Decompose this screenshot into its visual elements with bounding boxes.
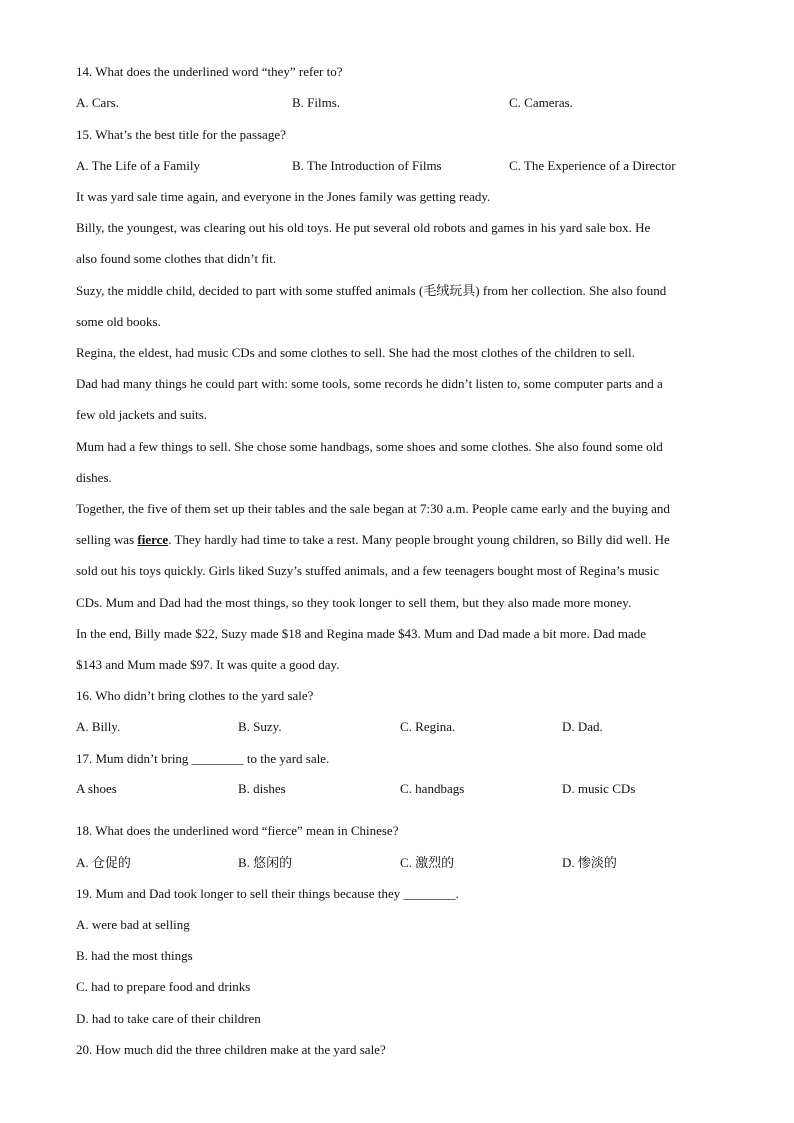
q17-option-c[interactable]: C. handbags (400, 781, 465, 796)
underlined-word-fierce: fierce (137, 532, 169, 547)
q14-option-a[interactable]: A. Cars. (76, 95, 119, 110)
q15-option-b[interactable]: B. The Introduction of Films (292, 158, 442, 173)
passage-line: also found some clothes that didn’t fit. (76, 251, 277, 266)
q19-option-d[interactable]: D. had to take care of their children (76, 1011, 261, 1026)
passage-line: Dad had many things he could part with: some tools, some records he didn’t listen to, some computer parts and a (76, 376, 663, 391)
q19-option-a[interactable]: A. were bad at selling (76, 917, 190, 932)
question-18: 18. What does the underlined word “fierce” mean in Chinese? (76, 823, 399, 838)
question-15: 15. What’s the best title for the passage? (76, 127, 286, 142)
passage-line: dishes. (76, 470, 112, 485)
passage-line: $143 and Mum made $97. It was quite a good day. (76, 657, 340, 672)
passage-line: some old books. (76, 314, 161, 329)
question-20: 20. How much did the three children make at the yard sale? (76, 1042, 386, 1057)
q16-option-d[interactable]: D. Dad. (562, 719, 603, 734)
passage-line: CDs. Mum and Dad had the most things, so they took longer to sell them, but they also made more money. (76, 595, 632, 610)
passage-line: few old jackets and suits. (76, 407, 208, 422)
passage-line: Billy, the youngest, was clearing out his old toys. He put several old robots and games in his yard sale box. He (76, 220, 651, 235)
q17-option-a[interactable]: A shoes (76, 781, 117, 796)
q17-option-d[interactable]: D. music CDs (562, 781, 636, 796)
passage-line: It was yard sale time again, and everyone in the Jones family was getting ready. (76, 189, 491, 204)
q19-option-c[interactable]: C. had to prepare food and drinks (76, 979, 251, 994)
question-16: 16. Who didn’t bring clothes to the yard sale? (76, 688, 314, 703)
passage-line: In the end, Billy made $22, Suzy made $18 and Regina made $43. Mum and Dad made a bit more. Dad made (76, 626, 647, 641)
q18-option-c[interactable]: C. 激烈的 (400, 855, 455, 870)
passage-line: Mum had a few things to sell. She chose some handbags, some shoes and some clothes. She also found some old (76, 439, 663, 454)
passage-line (76, 532, 670, 548)
question-19: 19. Mum and Dad took longer to sell their things because they ________. (76, 886, 459, 901)
q18-option-d[interactable]: D. 惨淡的 (562, 855, 617, 870)
passage-text: . They hardly had time to take a rest. Many people brought young children, so Billy did well. He (168, 532, 670, 547)
q18-option-a[interactable]: A. 仓促的 (76, 855, 131, 870)
q15-option-a[interactable]: A. The Life of a Family (76, 158, 200, 173)
passage-line: sold out his toys quickly. Girls liked Suzy’s stuffed animals, and a few teenagers bought most of Regina’s music (76, 563, 660, 578)
q14-option-b[interactable]: B. Films. (292, 95, 341, 110)
passage-line: Together, the five of them set up their tables and the sale began at 7:30 a.m. People came early and the buying and (76, 501, 670, 516)
passage-line: Suzy, the middle child, decided to part with some stuffed animals (毛绒玩具) from her collection. She also found (76, 283, 667, 298)
q19-option-b[interactable]: B. had the most things (76, 948, 193, 963)
question-17: 17. Mum didn’t bring ________ to the yard sale. (76, 751, 330, 766)
question-14: 14. What does the underlined word “they” refer to? (76, 64, 343, 79)
q15-option-c[interactable]: C. The Experience of a Director (509, 158, 676, 173)
q14-option-c[interactable]: C. Cameras. (509, 95, 573, 110)
q16-option-a[interactable]: A. Billy. (76, 719, 121, 734)
q16-option-c[interactable]: C. Regina. (400, 719, 456, 734)
q17-option-b[interactable]: B. dishes (238, 781, 286, 796)
q18-option-b[interactable]: B. 悠闲的 (238, 855, 293, 870)
passage-text: selling was (76, 532, 138, 547)
q16-option-b[interactable]: B. Suzy. (238, 719, 282, 734)
passage-line: Regina, the eldest, had music CDs and some clothes to sell. She had the most clothes of the children to sell. (76, 345, 635, 360)
